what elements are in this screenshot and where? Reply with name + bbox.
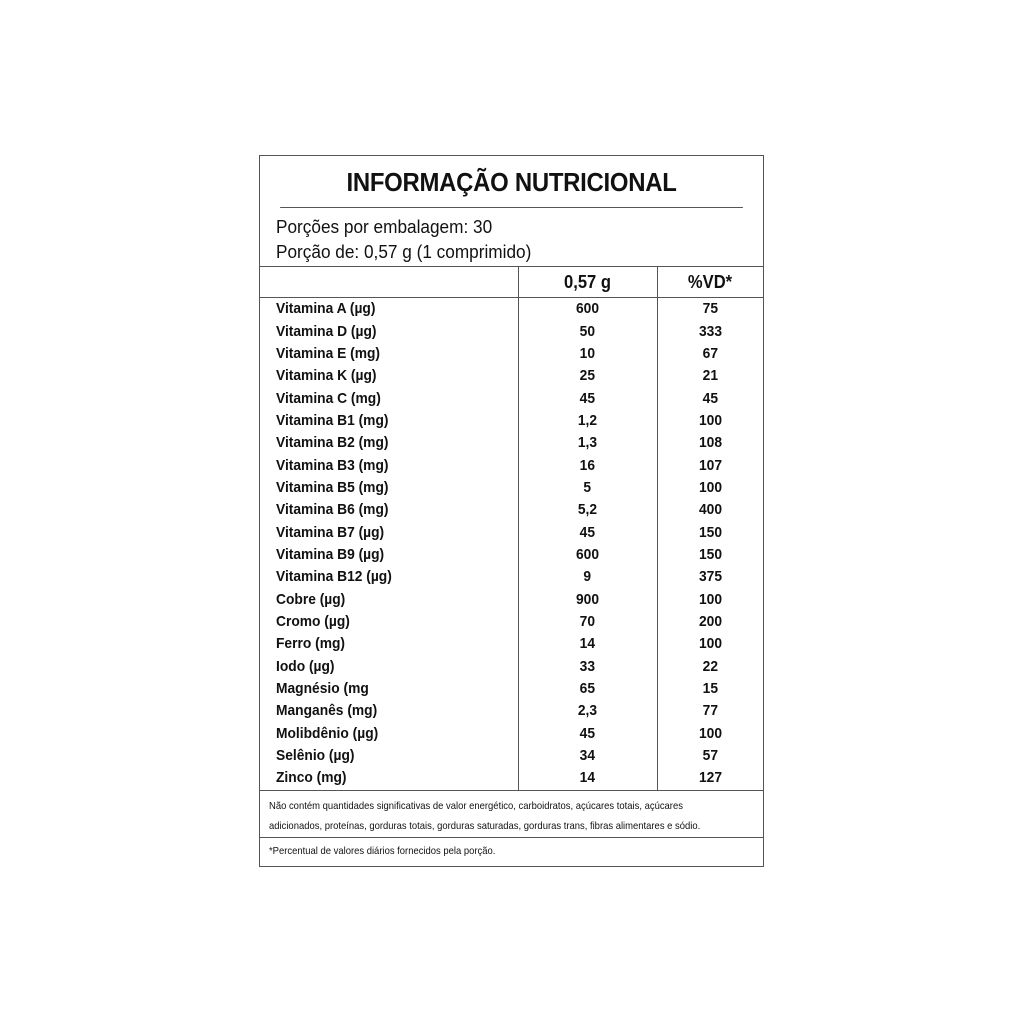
footnote-not-significant — [260, 790, 763, 837]
table-row — [260, 588, 763, 610]
nutrient-amount: 14 — [518, 633, 657, 655]
header-amount: 0,57 g — [518, 267, 657, 298]
nutrient-dv: 200 — [657, 611, 763, 633]
nutrient-name: Vitamina B9 (µg) — [276, 545, 385, 563]
nutrient-name: Vitamina D (µg) — [276, 322, 377, 340]
nutrient-amount: 14 — [518, 767, 657, 789]
nutrient-amount: 5 — [518, 477, 657, 499]
nutrient-name: Zinco (mg) — [276, 769, 347, 787]
nutrition-facts-label — [259, 155, 764, 867]
nutrient-name: Vitamina B7 (µg) — [276, 523, 385, 541]
nutrient-name: Vitamina B5 (mg) — [276, 478, 389, 496]
nutrient-dv: 100 — [657, 588, 763, 610]
nutrient-amount: 10 — [518, 343, 657, 365]
table-row — [260, 700, 763, 722]
nutrient-amount: 9 — [518, 566, 657, 588]
table-header-row — [260, 267, 763, 298]
nutrient-dv: 150 — [657, 544, 763, 566]
table-row — [260, 410, 763, 432]
nutrient-dv: 22 — [657, 656, 763, 678]
nutrient-amount: 1,2 — [518, 410, 657, 432]
nutrient-name: Iodo (µg) — [276, 657, 335, 675]
table-row — [260, 633, 763, 655]
nutrient-dv: 77 — [657, 700, 763, 722]
nutrient-rows — [260, 298, 763, 790]
nutrient-name: Ferro (mg) — [276, 635, 345, 653]
table-row — [260, 521, 763, 543]
nutrient-name: Vitamina B3 (mg) — [276, 456, 389, 474]
nutrient-dv: 57 — [657, 745, 763, 767]
nutrient-amount: 900 — [518, 588, 657, 610]
serving-size: Porção de: 0,57 g (1 comprimido) — [276, 241, 532, 262]
nutrient-name: Vitamina K (µg) — [276, 367, 377, 385]
nutrient-dv: 127 — [657, 767, 763, 789]
nutrient-name: Molibdênio (µg) — [276, 724, 379, 742]
nutrient-dv: 333 — [657, 320, 763, 342]
nutrient-amount: 50 — [518, 320, 657, 342]
nutrient-dv: 107 — [657, 454, 763, 476]
nutrient-name: Vitamina B1 (mg) — [276, 411, 389, 429]
nutrient-dv: 150 — [657, 521, 763, 543]
nutrient-name: Selênio (µg) — [276, 747, 355, 765]
nutrient-name: Cromo (µg) — [276, 612, 350, 630]
nutrient-name: Vitamina B12 (µg) — [276, 568, 392, 586]
header-nutrient — [260, 267, 518, 298]
table-row — [260, 454, 763, 476]
nutrient-amount: 34 — [518, 745, 657, 767]
nutrient-name: Cobre (µg) — [276, 590, 346, 608]
nutrient-amount: 600 — [518, 298, 657, 321]
table-row — [260, 432, 763, 454]
nutrient-dv: 21 — [657, 365, 763, 387]
footnote-line-1: Não contém quantidades significativas de valor energético, carboidratos, açúcares totais, açúcares — [269, 799, 683, 812]
table-row — [260, 343, 763, 365]
table-row — [260, 767, 763, 789]
nutrient-table — [260, 267, 763, 790]
nutrient-dv: 100 — [657, 723, 763, 745]
nutrient-amount: 65 — [518, 678, 657, 700]
nutrient-name: Manganês (mg) — [276, 702, 378, 720]
nutrient-name: Magnésio (mg — [276, 680, 369, 698]
table-row — [260, 544, 763, 566]
table-row — [260, 723, 763, 745]
nutrient-amount: 70 — [518, 611, 657, 633]
table-row — [260, 745, 763, 767]
nutrient-amount: 1,3 — [518, 432, 657, 454]
nutrient-amount: 45 — [518, 521, 657, 543]
nutrient-amount: 33 — [518, 656, 657, 678]
nutrient-amount: 45 — [518, 723, 657, 745]
nutrient-name: Vitamina A (µg) — [276, 300, 376, 318]
nutrient-amount: 25 — [518, 365, 657, 387]
table-row — [260, 298, 763, 321]
table-row — [260, 656, 763, 678]
nutrient-dv: 45 — [657, 387, 763, 409]
nutrient-amount: 45 — [518, 387, 657, 409]
nutrient-dv: 75 — [657, 298, 763, 321]
table-row — [260, 566, 763, 588]
table-row — [260, 678, 763, 700]
nutrient-name: Vitamina E (mg) — [276, 344, 381, 362]
header-dv: %VD* — [657, 267, 763, 298]
nutrient-name: Vitamina B2 (mg) — [276, 434, 389, 452]
nutrient-dv: 108 — [657, 432, 763, 454]
nutrient-amount: 5,2 — [518, 499, 657, 521]
nutrient-dv: 100 — [657, 477, 763, 499]
nutrient-dv: 400 — [657, 499, 763, 521]
nutrient-name: Vitamina C (mg) — [276, 389, 381, 407]
label-title: INFORMAÇÃO NUTRICIONAL — [280, 156, 743, 208]
servings-per-package: Porções por embalagem: 30 — [276, 216, 493, 237]
nutrient-dv: 100 — [657, 633, 763, 655]
nutrient-dv: 15 — [657, 678, 763, 700]
nutrient-dv: 67 — [657, 343, 763, 365]
dv-footnote-text: *Percentual de valores diários fornecidos pela porção. — [269, 844, 496, 857]
nutrient-amount: 16 — [518, 454, 657, 476]
table-row — [260, 365, 763, 387]
nutrient-dv: 375 — [657, 566, 763, 588]
table-row — [260, 611, 763, 633]
nutrient-amount: 2,3 — [518, 700, 657, 722]
nutrient-name: Vitamina B6 (mg) — [276, 501, 389, 519]
serving-info — [260, 208, 763, 267]
table-row — [260, 387, 763, 409]
footnote-line-2: adicionados, proteínas, gorduras totais, gorduras saturadas, gorduras trans, fibras alimentares e sódio. — [269, 819, 701, 832]
dv-footnote — [260, 837, 763, 858]
table-row — [260, 477, 763, 499]
nutrient-dv: 100 — [657, 410, 763, 432]
nutrient-amount: 600 — [518, 544, 657, 566]
table-row — [260, 320, 763, 342]
table-row — [260, 499, 763, 521]
